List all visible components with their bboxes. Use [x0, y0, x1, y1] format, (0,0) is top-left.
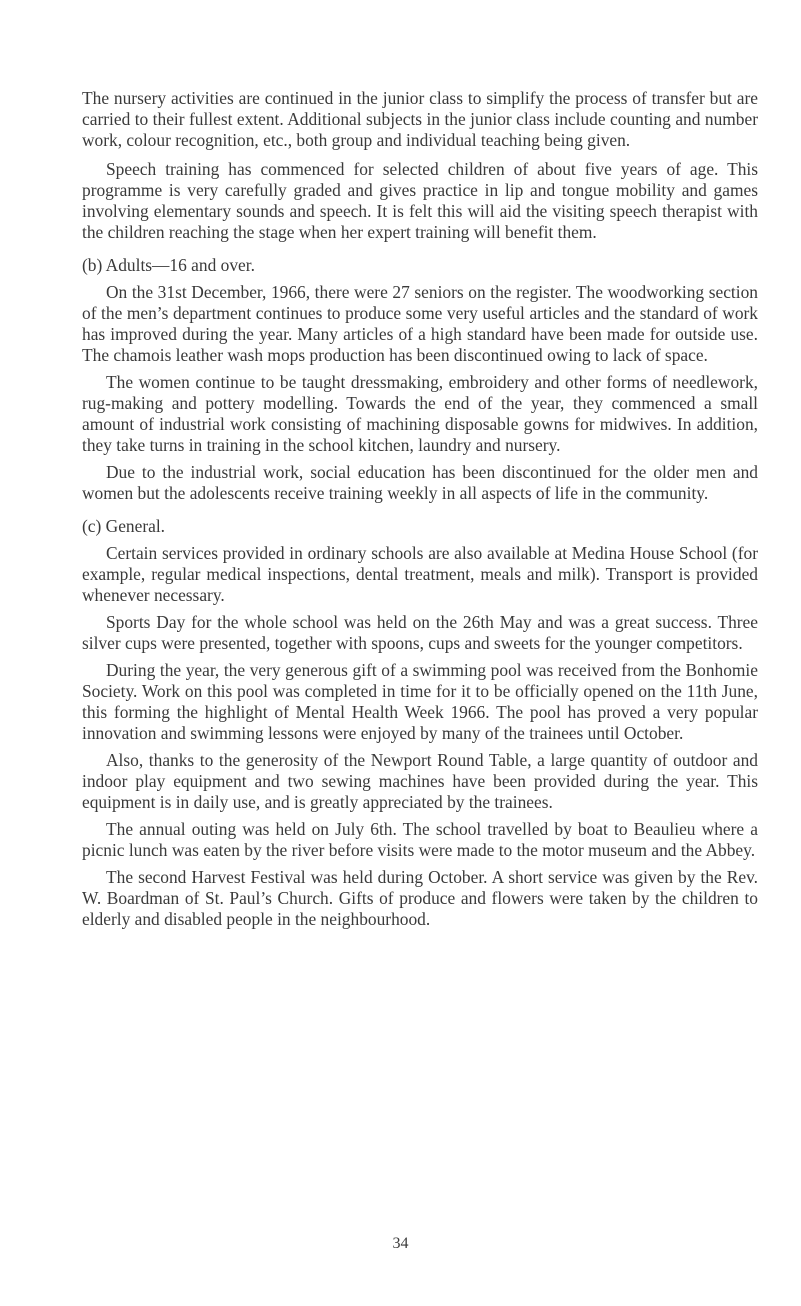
paragraph-women-training: The women continue to be taught dressmaking, embroidery and other forms of needlework, rug-making and pottery modelling. Towards the end of the year, they commenced a small amount of industrial work consisting of machining disposable gowns for midwives. In addition, they take turns in training in the school kitchen, laundry and nursery.: [82, 372, 758, 455]
section-heading-general: (c) General.: [82, 516, 166, 536]
paragraph-social-education: Due to the industrial work, social education has been discontinued for the older men and women but the adolescents receive training weekly in all aspects of life in the community.: [82, 462, 758, 503]
paragraph-sports-day: Sports Day for the whole school was held on the 26th May and was a great success. Three silver cups were presented, together with spoons, cups and sweets for the younger competitors.: [82, 612, 758, 653]
paragraph-swimming-pool: During the year, the very generous gift of a swimming pool was received from the Bonhomie Society. Work on this pool was completed in time for it to be officially opened on the 11th June, this forming the highlight of Mental Health Week 1966. The pool has proved a very popular innovation and swimming lessons were enjoyed by many of the trainees until October.: [82, 660, 758, 743]
paragraph-speech-training: Speech training has commenced for selected children of about five years of age. This programme is very carefully graded and gives practice in lip and tongue mobility and games involving elementary sounds and speech. It is felt this will aid the visiting speech therapist with the children reaching the stage when her expert training will benefit them.: [82, 159, 758, 242]
section-heading-adults: (b) Adults—16 and over.: [82, 255, 255, 275]
paragraph-harvest-festival: The second Harvest Festival was held during October. A short service was given by the Rev. W. Boardman of St. Paul’s Church. Gifts of produce and flowers were taken by the children to elderly and disabled people in the neighbourhood.: [82, 867, 758, 929]
page-number: 34: [392, 1235, 409, 1252]
body-text: [82, 88, 758, 936]
paragraph-services: Certain services provided in ordinary schools are also available at Medina House School (for example, regular medical inspections, dental treatment, meals and milk). Transport is provided whenever necessary.: [82, 543, 758, 605]
paragraph-round-table: Also, thanks to the generosity of the Newport Round Table, a large quantity of outdoor and indoor play equipment and two sewing machines have been provided during the year. This equipment is in daily use, and is greatly appreciated by the trainees.: [82, 750, 758, 812]
paragraph-junior-class: The nursery activities are continued in the junior class to simplify the process of transfer but are carried to their fullest extent. Additional subjects in the junior class include counting and number work, colour recognition, etc., both group and individual teaching being given.: [82, 88, 758, 150]
paragraph-seniors-register: On the 31st December, 1966, there were 27 seniors on the register. The woodworking section of the men’s department continues to produce some very useful articles and the standard of work has improved during the year. Many articles of a high standard have been made for outside use. The chamois leather wash mops production has been discontinued owing to lack of space.: [82, 282, 758, 365]
paragraph-annual-outing: The annual outing was held on July 6th. The school travelled by boat to Beaulieu where a picnic lunch was eaten by the river before visits were made to the motor museum and the Abbey.: [82, 819, 758, 860]
